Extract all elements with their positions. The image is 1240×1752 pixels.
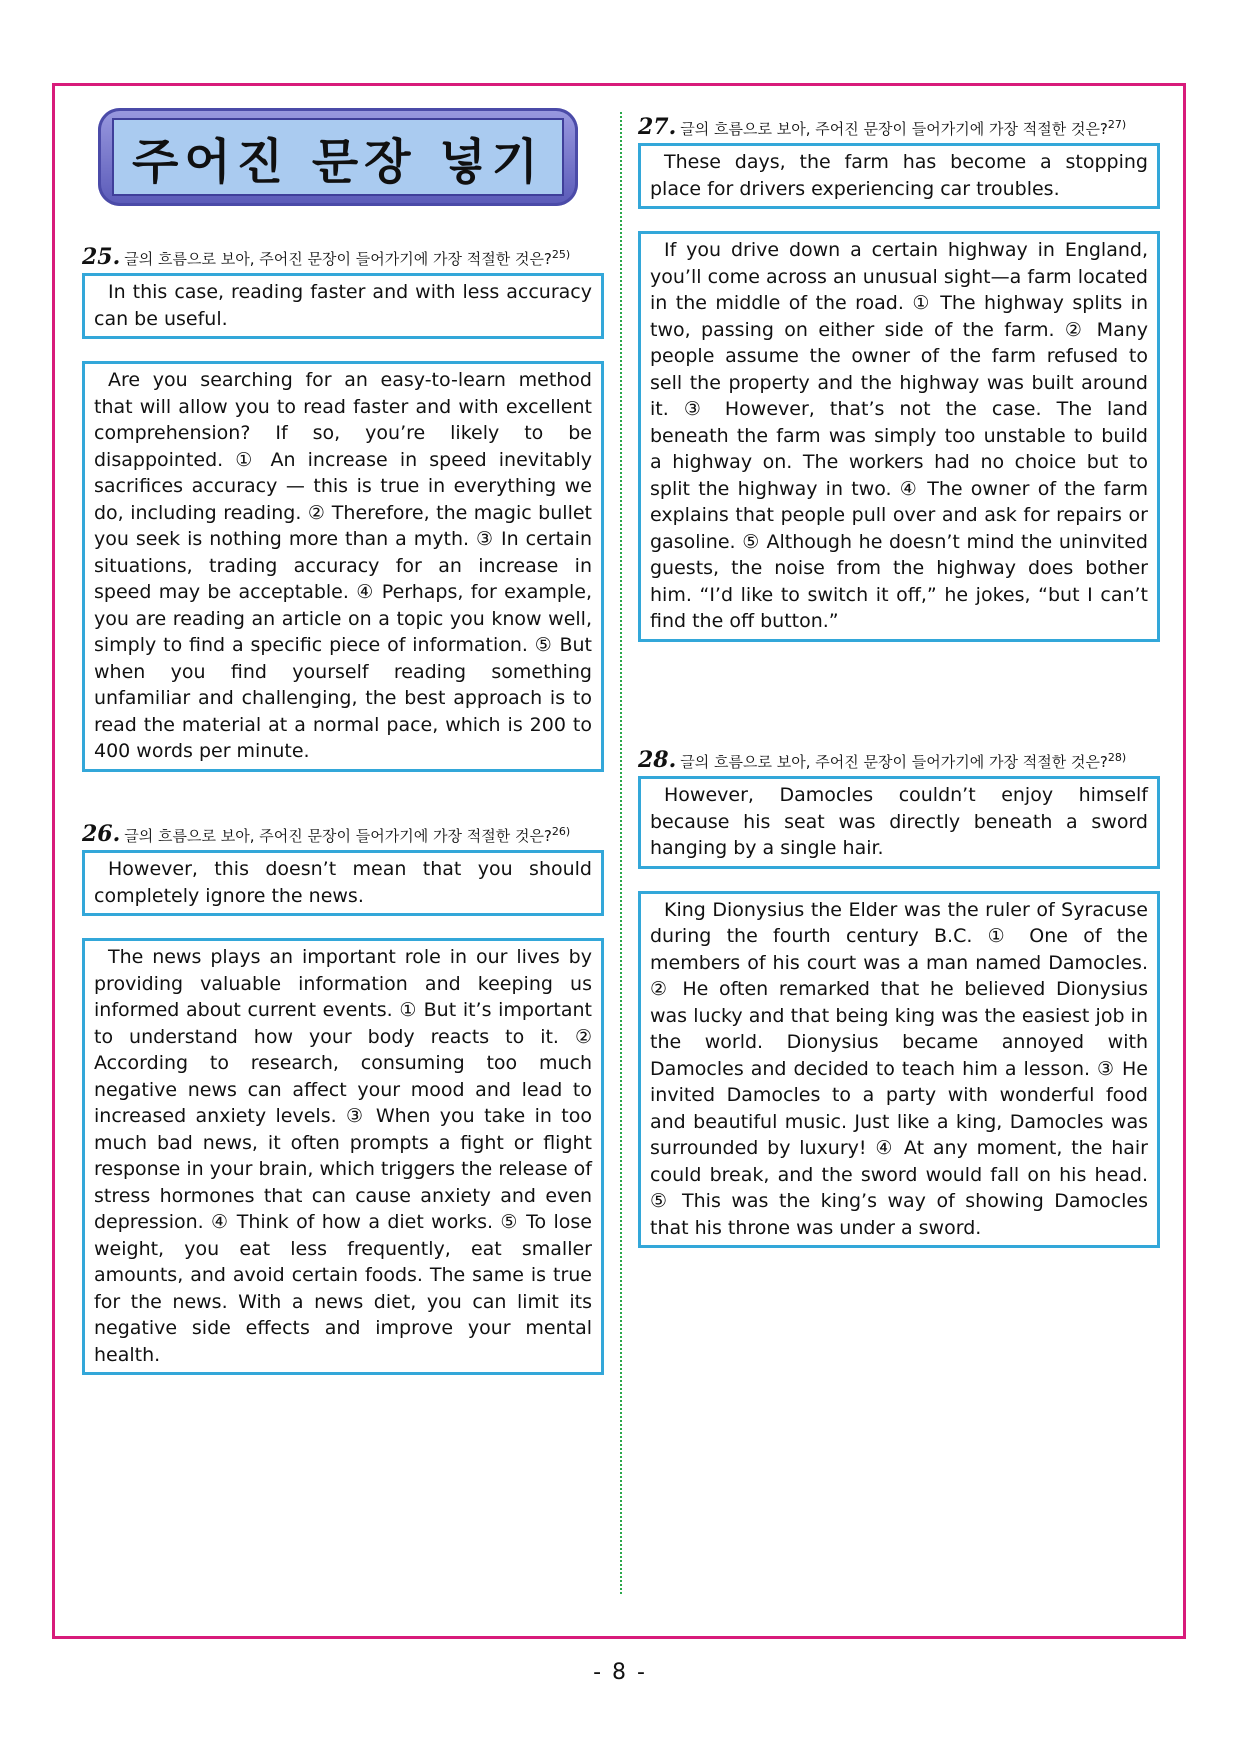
footnote-ref: 26) bbox=[551, 825, 571, 838]
question-27 bbox=[638, 115, 1160, 642]
question-number: 27. bbox=[638, 114, 677, 140]
footnote-ref: 28) bbox=[1107, 751, 1127, 764]
given-sentence: In this case, reading faster and with less accuracy can be useful. bbox=[94, 281, 592, 330]
question-28 bbox=[638, 748, 1160, 1248]
question-number: 25. bbox=[82, 244, 121, 270]
question-header bbox=[638, 115, 1160, 139]
question-header bbox=[82, 245, 604, 269]
question-prompt: 글의 흐름으로 보아, 주어진 문장이 들어가기에 가장 적절한 것은? bbox=[680, 120, 1108, 138]
passage-text: Are you searching for an easy-to-learn method that will allow you to read faster and with excellent comprehension? If so, you’re likely to be disappointed. ① An increase in speed inevitably sacrifices accuracy — this is true in everything we do, including reading. ② Therefore, the magic bullet you seek is nothing more than a myth. ③ In certain situations, trading accuracy for an increase in speed may be acceptable. ④ Perhaps, for example, you are reading an article on a topic you know well, simply to find a specific piece of information. ⑤ But when you find yourself reading something unfamiliar and challenging, the best approach is to read the material at a normal pace, which is 200 to 400 words per minute. bbox=[94, 369, 592, 762]
passage-box bbox=[82, 361, 604, 772]
section-title-banner bbox=[98, 108, 578, 206]
question-prompt: 글의 흐름으로 보아, 주어진 문장이 들어가기에 가장 적절한 것은? bbox=[124, 250, 552, 268]
passage-text: If you drive down a certain highway in England, you’ll come across an unusual sight—a farm located in the middle of the road. ① The highway splits in two, passing on either side of the farm. ② Many people assume the owner of the farm refused to sell the property and the highway was built around it. ③ However, that’s not the case. The land beneath the farm was simply too unstable to build a highway on. The workers had no choice but to split the highway in two. ④ The owner of the farm explains that people pull over and ask for repairs or gasoline. ⑤ Although he doesn’t mind the uninvited guests, the noise from the highway does bother him. “I’d like to switch it off,” he jokes, “but I can’t find the off button.” bbox=[650, 239, 1148, 632]
passage-box bbox=[82, 938, 604, 1375]
given-sentence: These days, the farm has become a stopping place for drivers experiencing car troubles. bbox=[650, 151, 1148, 200]
question-number: 28. bbox=[638, 747, 677, 773]
page-number: - 8 - bbox=[593, 1660, 647, 1685]
question-number: 26. bbox=[82, 821, 121, 847]
passage-text: The news plays an important role in our lives by providing valuable information and keeping us informed about current events. ① But it’s important to understand how your body reacts to it. ② According to research, consuming too much negative news can affect your mood and lead to increased anxiety levels. ③ When you take in too much bad news, it often prompts a fight or flight response in your brain, which triggers the release of stress hormones that can cause anxiety and even depression. ④ Think of how a diet works. ⑤ To lose weight, you eat less frequently, eat smaller amounts, and avoid certain foods. The same is true for the news. With a news diet, you can limit its negative side effects and improve your mental health. bbox=[94, 946, 592, 1366]
question-prompt: 글의 흐름으로 보아, 주어진 문장이 들어가기에 가장 적절한 것은? bbox=[124, 827, 552, 845]
passage-box bbox=[638, 231, 1160, 642]
given-sentence: However, Damocles couldn’t enjoy himself because his seat was directly beneath a sword hanging by a single hair. bbox=[650, 784, 1148, 859]
section-title: 주어진 문장 넣기 bbox=[112, 118, 564, 196]
passage-text: King Dionysius the Elder was the ruler of Syracuse during the fourth century B.C. ① One of the members of his court was a man named Damocles. ② He often remarked that he believed Dionysius was lucky and that being king was the easiest job in the world. Dionysius became annoyed with Damocles and decided to teach him a lesson. ③ He invited Damocles to a party with wonderful food and beautiful music. Just like a king, Damocles was surrounded by luxury! ④ At any moment, the hair could break, and the sword would fall on his head. ⑤ This was the king’s way of showing Damocles that his throne was under a sword. bbox=[650, 898, 1148, 1239]
column-divider bbox=[620, 112, 622, 1594]
given-sentence-box bbox=[82, 850, 604, 916]
question-25 bbox=[82, 245, 604, 772]
given-sentence-box bbox=[82, 273, 604, 339]
passage-box bbox=[638, 891, 1160, 1249]
question-26 bbox=[82, 822, 604, 1375]
footnote-ref: 27) bbox=[1107, 118, 1127, 131]
question-header bbox=[638, 748, 1160, 772]
question-prompt: 글의 흐름으로 보아, 주어진 문장이 들어가기에 가장 적절한 것은? bbox=[680, 753, 1108, 771]
given-sentence: However, this doesn’t mean that you should completely ignore the news. bbox=[94, 858, 592, 907]
footnote-ref: 25) bbox=[551, 248, 571, 261]
given-sentence-box bbox=[638, 776, 1160, 869]
given-sentence-box bbox=[638, 143, 1160, 209]
question-header bbox=[82, 822, 604, 846]
